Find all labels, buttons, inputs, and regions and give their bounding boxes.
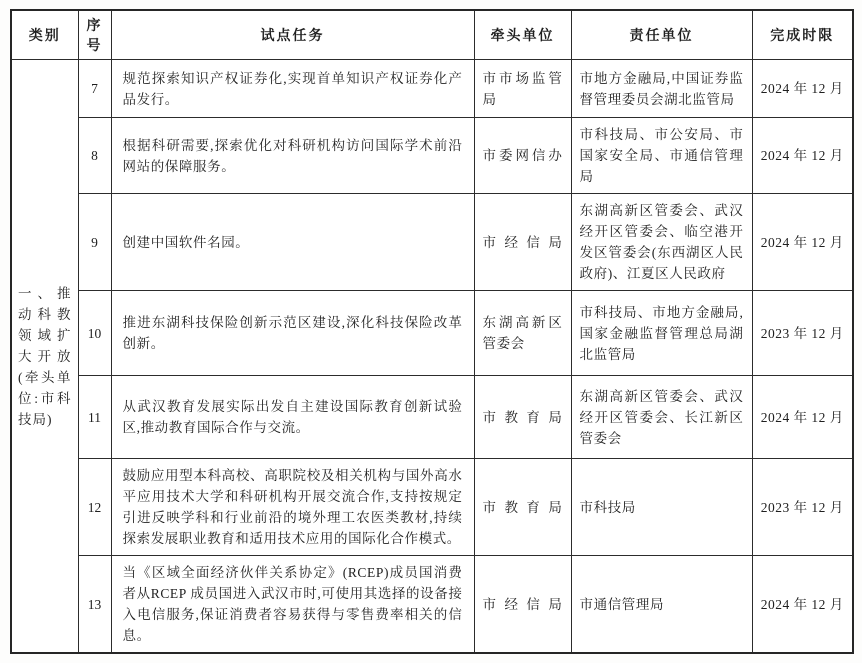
row-number-cell: 13: [78, 556, 111, 654]
task-cell: 根据科研需要,探索优化对科研机构访问国际学术前沿网站的保障服务。: [111, 118, 474, 194]
row-number-cell: 7: [78, 60, 111, 118]
table-row: [11, 60, 853, 118]
deadline-cell: 2024 年 12 月: [752, 118, 853, 194]
table-row: [11, 376, 853, 459]
lead-unit-cell: 市委网信办: [474, 118, 571, 194]
row-number-cell: 10: [78, 291, 111, 376]
deadline-cell: 2024 年 12 月: [752, 60, 853, 118]
task-cell: 创建中国软件名园。: [111, 194, 474, 291]
row-number-cell: 9: [78, 194, 111, 291]
lead-unit-cell: 东湖高新区管委会: [474, 291, 571, 376]
responsible-unit-cell: 市通信管理局: [571, 556, 752, 654]
header-serial-number: 序号: [78, 10, 111, 60]
task-cell: 鼓励应用型本科高校、高职院校及相关机构与国外高水平应用技术大学和科研机构开展交流合作,支持按规定引进反映学科和行业前沿的境外理工农医类教材,持续探索发展职业教育和适用技术应用的国际化合作模式。: [111, 459, 474, 556]
header-category: 类别: [11, 10, 78, 60]
deadline-cell: 2024 年 12 月: [752, 376, 853, 459]
row-number-cell: 11: [78, 376, 111, 459]
header-row: [11, 10, 853, 60]
header-pilot-task: 试点任务: [111, 10, 474, 60]
responsible-unit-cell: 市科技局、市地方金融局,国家金融监督管理总局湖北监管局: [571, 291, 752, 376]
task-cell: 从武汉教育发展实际出发自主建设国际教育创新试验区,推动教育国际合作与交流。: [111, 376, 474, 459]
deadline-cell: 2024 年 12 月: [752, 556, 853, 654]
lead-unit-cell: 市市场监管局: [474, 60, 571, 118]
responsible-unit-cell: 东湖高新区管委会、武汉经开区管委会、临空港开发区管委会(东西湖区人民政府)、江夏区人民政府: [571, 194, 752, 291]
table-body: [11, 60, 853, 654]
table-row: [11, 459, 853, 556]
deadline-cell: 2023 年 12 月: [752, 459, 853, 556]
lead-unit-cell: 市经信局: [474, 556, 571, 654]
table-row: [11, 291, 853, 376]
table-row: [11, 118, 853, 194]
table-row: [11, 194, 853, 291]
responsible-unit-cell: 东湖高新区管委会、武汉经开区管委会、长江新区管委会: [571, 376, 752, 459]
responsible-unit-cell: 市地方金融局,中国证券监督管理委员会湖北监管局: [571, 60, 752, 118]
responsible-unit-cell: 市科技局: [571, 459, 752, 556]
task-cell: 规范探索知识产权证券化,实现首单知识产权证券化产品发行。: [111, 60, 474, 118]
header-deadline: 完成时限: [752, 10, 853, 60]
deadline-cell: 2023 年 12 月: [752, 291, 853, 376]
row-number-cell: 12: [78, 459, 111, 556]
header-responsible-unit: 责任单位: [571, 10, 752, 60]
responsible-unit-cell: 市科技局、市公安局、市国家安全局、市通信管理局: [571, 118, 752, 194]
task-cell: 当《区域全面经济伙伴关系协定》(RCEP)成员国消费者从RCEP 成员国进入武汉市时,可使用其选择的设备接入电信服务,保证消费者容易获得与零售费率相关的信息。: [111, 556, 474, 654]
lead-unit-cell: 市经信局: [474, 194, 571, 291]
header-lead-unit: 牵头单位: [474, 10, 571, 60]
table-row: [11, 556, 853, 654]
row-number-cell: 8: [78, 118, 111, 194]
task-cell: 推进东湖科技保险创新示范区建设,深化科技保险改革创新。: [111, 291, 474, 376]
deadline-cell: 2024 年 12 月: [752, 194, 853, 291]
category-cell: 一、推动科教领域扩大开放(牵头单位:市科技局): [11, 60, 78, 654]
lead-unit-cell: 市教育局: [474, 459, 571, 556]
lead-unit-cell: 市教育局: [474, 376, 571, 459]
pilot-task-table: [10, 9, 854, 654]
